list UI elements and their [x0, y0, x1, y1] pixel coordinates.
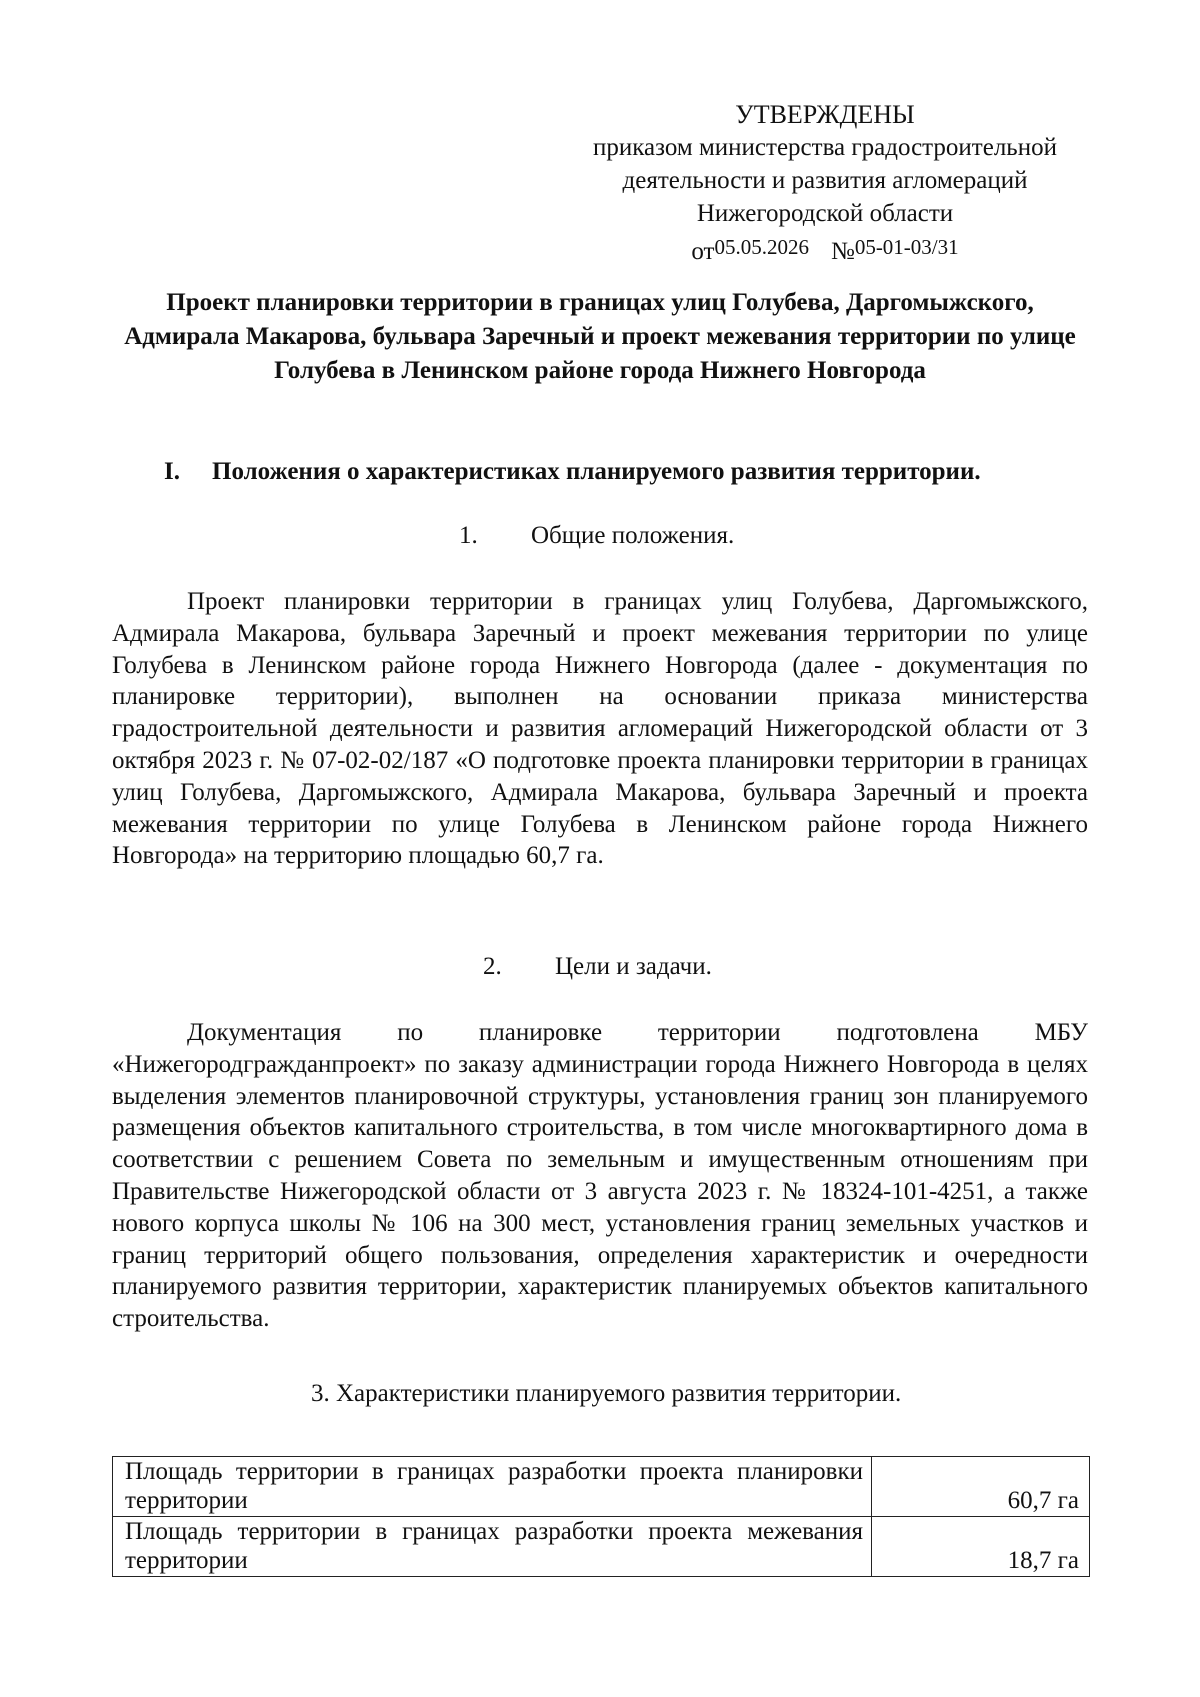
table-row: [113, 1457, 1090, 1517]
section-heading: [164, 456, 1104, 488]
section-title: Положения о характеристиках планируемого развития территории.: [212, 458, 981, 485]
table-cell-label: Площадь территории в границах разработки проекта планировки территории: [113, 1457, 872, 1517]
table-cell-value: 18,7 га: [872, 1517, 1090, 1577]
subsection-2-paragraph: Документация по планировке территории подготовлена МБУ «Нижегородгражданпроект» по заказу администрации города Нижнего Новгорода в целях выделения элементов планировочной структуры, установления границ зон планируемого размещения объектов капитального строительства, в том числе многоквартирного дома в соответствии с решением Совета по земельным и имущественным отношениям при Правительстве Нижегородской области от 3 августа 2023 г. № 18324-101-4251, а также нового корпуса школы № 106 на 300 мест, установления границ земельных участков и границ территорий общего пользования, определения характеристик и очередности планируемого развития территории, характеристик планируемых объектов капитального строительства.: [112, 1019, 1088, 1333]
subsection-1-heading: [459, 520, 734, 552]
document-title: Проект планировки территории в границах улиц Голубева, Даргомыжского, Адмирала Макарова, бульвара Заречный и проект межевания территории по улице Голубева в Ленинском районе города Нижнего Новгорода: [124, 289, 1076, 384]
approval-line-3: Нижегородской области: [696, 200, 954, 227]
number-prefix: №: [830, 238, 855, 265]
approval-stamp: [545, 98, 1105, 267]
subsection-1-paragraph: Проект планировки территории в границах улиц Голубева, Даргомыжского, Адмирала Макарова, бульвара Заречный и проект межевания территории по улице Голубева в Ленинском районе города Нижнего Новгорода (далее - документация по планировке территории), выполнен на основании приказа министерства градостроительной деятельности и развития агломераций Нижегородской области от 3 октября 2023 г. № 07-02-02/187 «О подготовке проекта планировки территории в границах улиц Голубева, Даргомыжского, Адмирала Макарова, бульвара Заречный и проекта межевания территории по улице Голубева в Ленинском районе города Нижнего Новгорода» на территорию площадью 60,7 га.: [112, 588, 1088, 870]
approval-number: 05-01-03/31: [854, 235, 959, 259]
date-prefix: от: [691, 238, 715, 265]
approval-heading: УТВЕРЖДЕНЫ: [735, 100, 915, 129]
subsection-2-title: Цели и задачи.: [555, 953, 712, 980]
approval-date: 05.05.2026: [714, 235, 809, 259]
approval-line-2: деятельности и развития агломераций: [622, 167, 1028, 194]
subsection-1-title: Общие положения.: [531, 522, 735, 549]
subsection-2-heading: [483, 951, 712, 983]
approval-line-1: приказом министерства градостроительной: [593, 134, 1057, 161]
table-cell-label: Площадь территории в границах разработки проекта межевания территории: [113, 1517, 872, 1577]
table-cell-value: 60,7 га: [872, 1457, 1090, 1517]
characteristics-table: [112, 1456, 1090, 1577]
subsection-2-number: 2.: [483, 953, 502, 980]
subsection-1-number: 1.: [459, 522, 478, 549]
section-number: I.: [164, 458, 180, 485]
approval-date-line: [545, 232, 1105, 267]
subsection-3-heading: 3. Характеристики планируемого развития территории.: [311, 1380, 902, 1407]
table-row: [113, 1517, 1090, 1577]
